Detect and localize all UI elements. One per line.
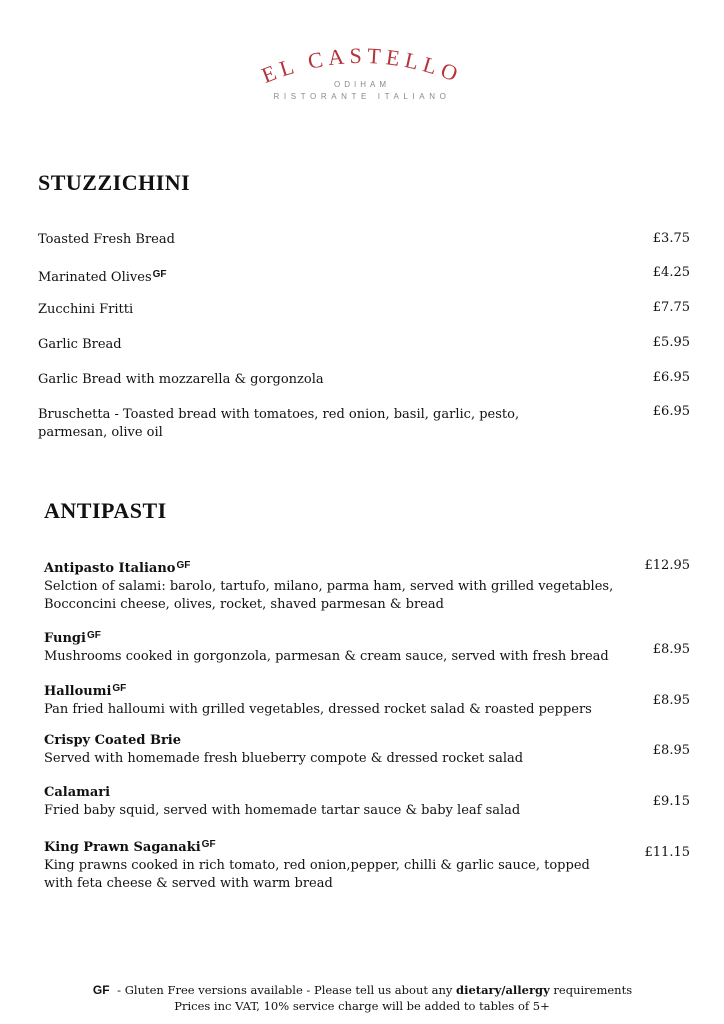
menu-item <box>44 836 590 893</box>
gluten-free-badge: GF <box>86 630 101 641</box>
menu-item <box>38 231 175 249</box>
item-name: Marinated Olives <box>38 270 152 285</box>
item-name: Bruschetta - Toasted bread with tomatoes, red onion, basil, garlic, pesto, <box>38 407 520 422</box>
menu-item <box>38 406 519 442</box>
gluten-free-badge: GF <box>176 560 191 571</box>
footer-bold-text: dietary/allergy <box>456 983 550 997</box>
item-price: £12.95 <box>644 558 690 573</box>
footer-allergy-note <box>0 982 724 998</box>
item-description: Mushrooms cooked in gorgonzola, parmesan & cream sauce, served with fresh bread <box>44 649 609 664</box>
menu-item <box>44 680 592 719</box>
gluten-free-badge: GF <box>92 983 110 997</box>
menu-item <box>38 266 167 287</box>
item-price: £7.75 <box>652 300 690 315</box>
menu-footer <box>0 982 724 1014</box>
item-name: Garlic Bread <box>38 337 122 352</box>
menu-item <box>44 784 520 820</box>
menu-item <box>44 627 609 666</box>
section-title-antipasti: ANTIPASTI <box>44 498 167 523</box>
item-name: Antipasto Italiano <box>44 561 176 576</box>
menu-item <box>44 732 523 768</box>
item-description: Selction of salami: barolo, tartufo, milano, parma ham, served with grilled vegetables, <box>44 579 614 594</box>
item-price: £6.95 <box>652 404 690 419</box>
item-description: King prawns cooked in rich tomato, red onion,pepper, chilli & garlic sauce, topped <box>44 858 590 873</box>
section-title-stuzzichini: STUZZICHINI <box>38 170 191 195</box>
item-price: £8.95 <box>652 743 690 758</box>
item-price: £5.95 <box>652 335 690 350</box>
item-description: Pan fried halloumi with grilled vegetables, dressed rocket salad & roasted peppers <box>44 702 592 717</box>
item-name: Fungi <box>44 631 86 646</box>
menu-item <box>38 301 133 319</box>
item-name: Halloumi <box>44 684 112 699</box>
footer-text: - Gluten Free versions available - Please tell us about any <box>113 983 457 997</box>
gluten-free-badge: GF <box>152 269 167 280</box>
item-name: Calamari <box>44 785 111 800</box>
item-description-continued: Bocconcini cheese, olives, rocket, shaved parmesan & bread <box>44 597 444 612</box>
item-name: Garlic Bread with mozzarella & gorgonzola <box>38 372 324 387</box>
logo-tagline: RISTORANTE ITALIANO <box>273 92 451 101</box>
item-price: £9.15 <box>652 794 690 809</box>
item-name-continued: parmesan, olive oil <box>38 425 163 440</box>
gluten-free-badge: GF <box>112 683 127 694</box>
item-name: Toasted Fresh Bread <box>38 232 175 247</box>
item-description: Served with homemade fresh blueberry compote & dressed rocket salad <box>44 751 524 766</box>
item-name: King Prawn Saganaki <box>44 840 201 855</box>
item-price: £6.95 <box>652 370 690 385</box>
item-name: Zucchini Fritti <box>38 302 134 317</box>
menu-item <box>44 557 613 614</box>
item-price: £8.95 <box>652 642 690 657</box>
item-price: £4.25 <box>652 265 690 280</box>
item-price: £11.15 <box>644 845 690 860</box>
item-price: £8.95 <box>652 693 690 708</box>
gluten-free-badge: GF <box>201 839 216 850</box>
footer-text: requirements <box>549 983 633 997</box>
item-price: £3.75 <box>652 231 690 246</box>
item-description: Fried baby squid, served with homemade tartar sauce & baby leaf salad <box>44 803 521 818</box>
item-description-continued: with feta cheese & served with warm bread <box>44 876 333 891</box>
menu-item <box>38 371 324 389</box>
item-name: Crispy Coated Brie <box>44 733 182 748</box>
footer-service-note: Prices inc VAT, 10% service charge will be added to tables of 5+ <box>174 999 550 1013</box>
menu-item <box>38 336 122 354</box>
logo-name: EL CASTELLO <box>258 44 466 88</box>
logo-location: ODIHAM <box>334 80 390 89</box>
